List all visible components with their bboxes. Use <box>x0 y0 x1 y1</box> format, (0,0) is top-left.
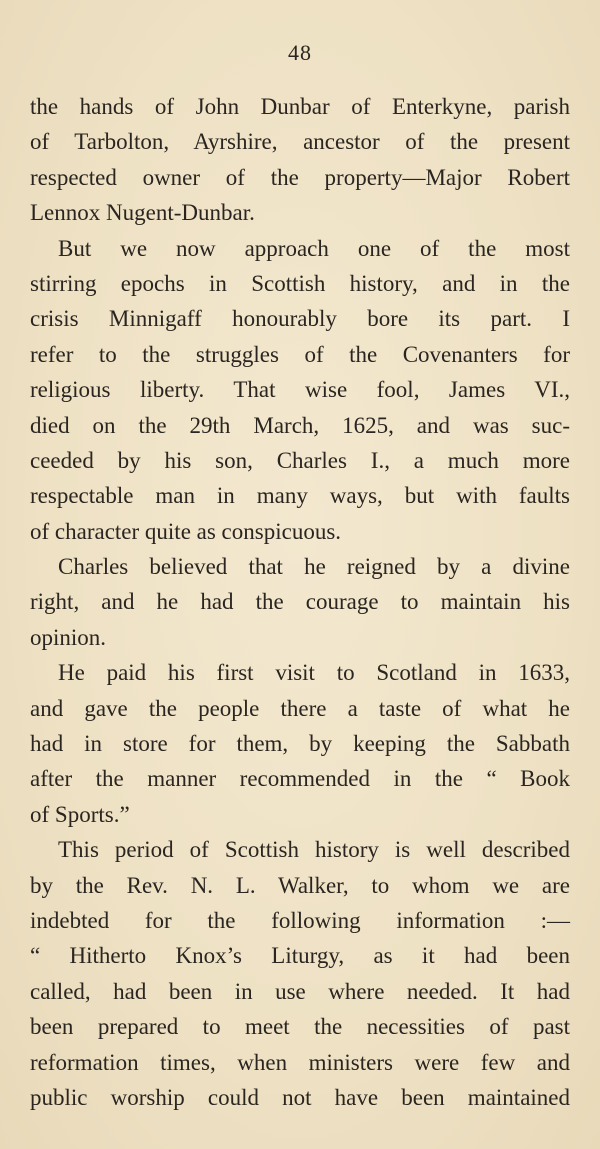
text-line: called, had been in use where needed. It had <box>30 978 570 1004</box>
text-line: refer to the struggles of the Covenanters for <box>30 341 570 367</box>
text-line: ceeded by his son, Charles I., a much more <box>30 447 570 473</box>
text-line: respectable man in many ways, but with faults <box>30 483 570 509</box>
text-line: Charles believed that he reigned by a divine <box>58 554 570 580</box>
text-line: Lennox Nugent-Dunbar. <box>30 200 255 226</box>
text-line: had in store for them, by keeping the Sabbath <box>30 731 570 757</box>
text-line: religious liberty. That wise fool, James VI., <box>30 377 570 403</box>
text-line: He paid his first visit to Scotland in 1633, <box>58 660 570 686</box>
text-line: indebted for the following information :— <box>30 907 570 933</box>
text-line: by the Rev. N. L. Walker, to whom we are <box>30 872 570 898</box>
page-number: 48 <box>288 40 312 65</box>
text-line: of Tarbolton, Ayrshire, ancestor of the present <box>30 129 570 155</box>
body-text <box>30 89 570 1115</box>
text-line: been prepared to meet the necessities of past <box>30 1014 570 1040</box>
text-line: “ Hitherto Knox’s Liturgy, as it had been <box>30 943 570 969</box>
text-line: This period of Scottish history is well described <box>58 837 570 863</box>
text-line: respected owner of the property—Major Robert <box>30 164 570 190</box>
text-line: But we now approach one of the most <box>58 235 570 261</box>
text-line: of character quite as conspicuous. <box>30 518 342 544</box>
text-line: reformation times, when ministers were few and <box>30 1049 570 1075</box>
text-line: of Sports.” <box>30 801 130 827</box>
text-line: the hands of John Dunbar of Enterkyne, parish <box>30 94 570 119</box>
text-line: died on the 29th March, 1625, and was suc- <box>30 412 570 438</box>
text-line: after the manner recommended in the “ Book <box>30 766 570 792</box>
text-line: public worship could not have been maintained <box>30 1084 570 1110</box>
text-line: right, and he had the courage to maintain his <box>30 589 570 615</box>
text-line: crisis Minnigaff honourably bore its part. I <box>30 306 570 332</box>
text-line: and gave the people there a taste of what he <box>30 695 570 721</box>
text-line: stirring epochs in Scottish history, and in the <box>30 270 570 296</box>
text-line: opinion. <box>30 624 107 650</box>
